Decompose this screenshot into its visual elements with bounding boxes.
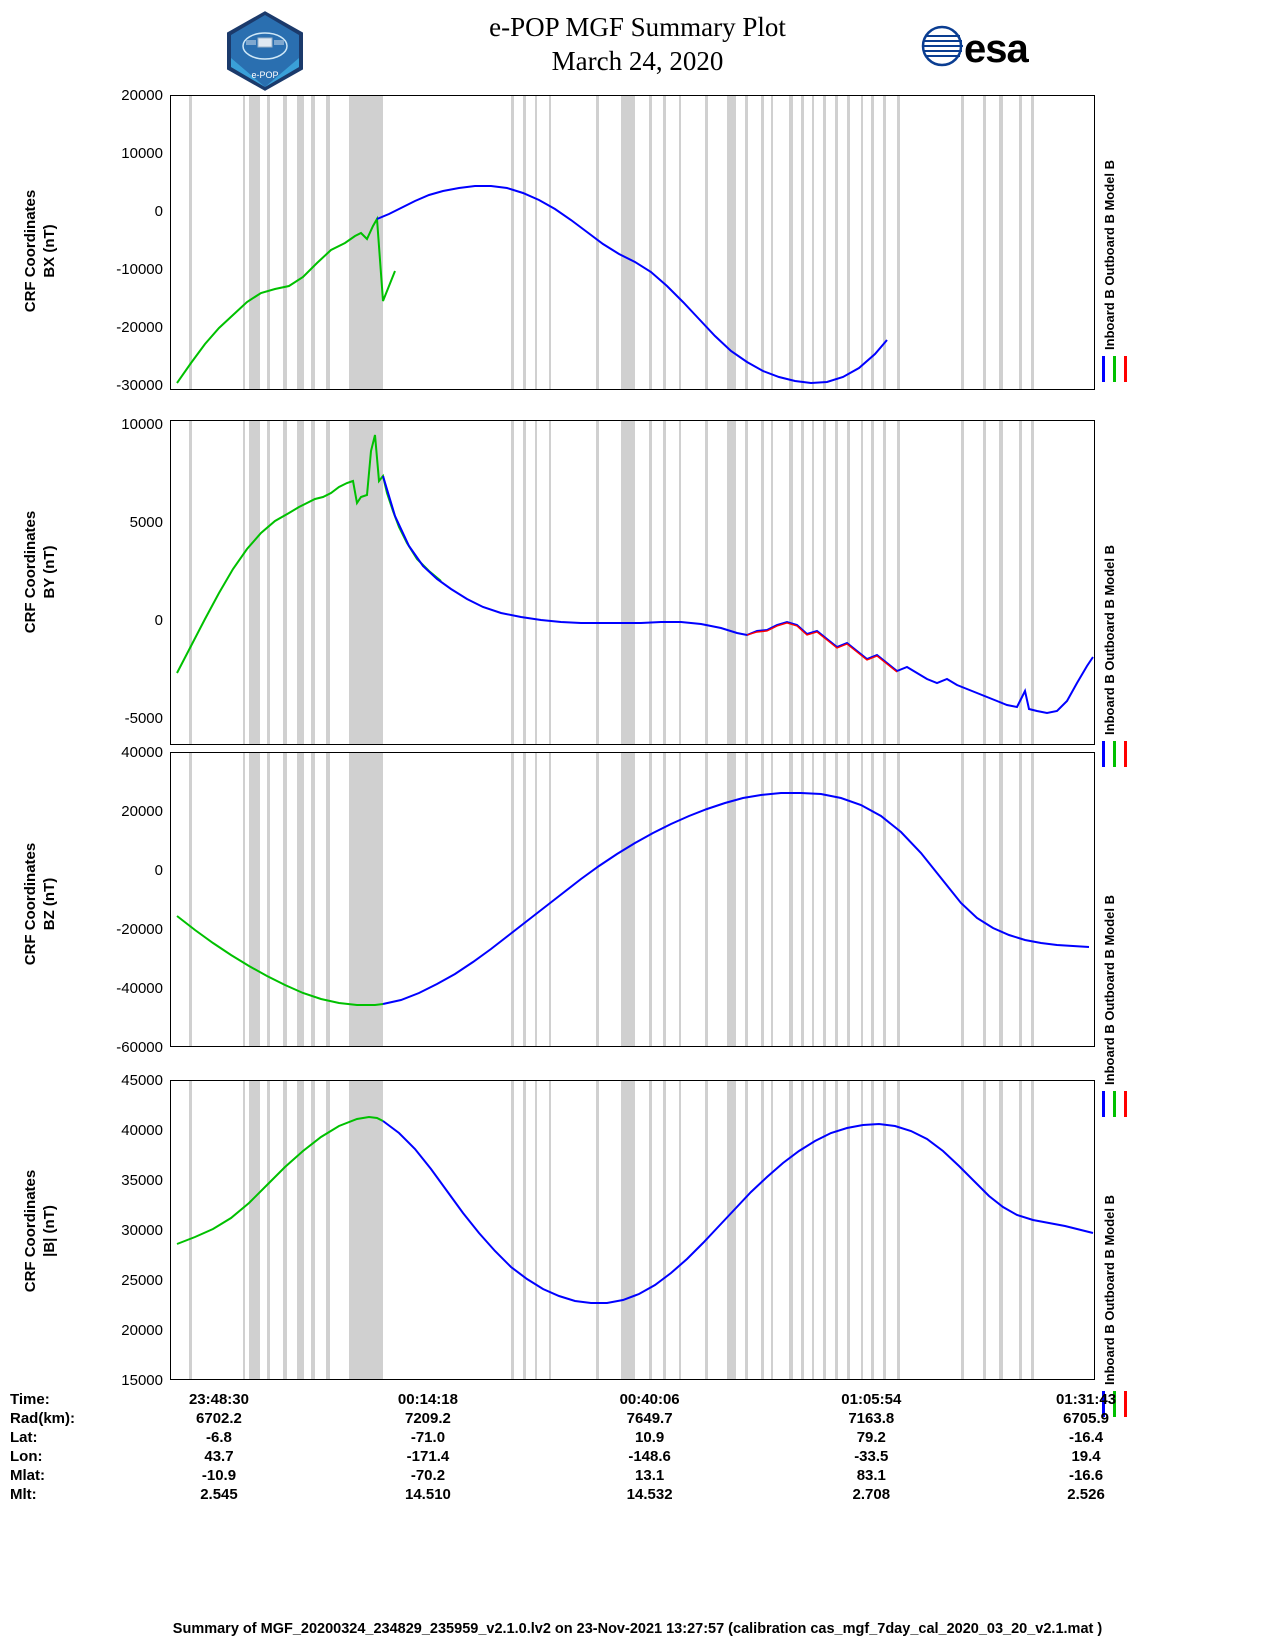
- panel2-legend-text: Inboard B Outboard B Model B: [1102, 545, 1117, 735]
- esa-wordmark: esa: [964, 27, 1028, 71]
- cell-mlat-3: 83.1: [856, 1467, 886, 1484]
- table-row: [10, 1447, 1190, 1466]
- panel3-ytick--20000: -20000: [116, 921, 163, 938]
- cell-lat-4: -16.4: [1068, 1429, 1104, 1446]
- ephemeris-table: [10, 1390, 1190, 1504]
- panel3-legend: [1102, 895, 1127, 1117]
- panel1-ytick--30000: -30000: [116, 377, 163, 394]
- cell-lat-0: -6.8: [206, 1429, 232, 1446]
- panel4-ytick-35000: 35000: [121, 1172, 163, 1189]
- table-row: [10, 1466, 1190, 1485]
- esa-logo: [920, 20, 1040, 72]
- panel4-ytick-40000: 40000: [121, 1122, 163, 1139]
- epop-mission-logo: [222, 8, 308, 94]
- panel1-ytick--10000: -10000: [116, 261, 163, 278]
- cell-lon-1: -171.4: [406, 1448, 450, 1465]
- panel1-ytick-20000: 20000: [121, 87, 163, 104]
- panel-by: [170, 420, 1095, 745]
- row-label-lat: Lat:: [10, 1429, 38, 1446]
- panel3-ylabel: CRF Coordinates BZ (nT): [22, 842, 58, 966]
- cell-rad-2: 7649.7: [626, 1410, 673, 1427]
- cell-lat-1: -71.0: [410, 1429, 446, 1446]
- title-subtitle: March 24, 2020: [551, 46, 724, 76]
- panel4-ylabel: CRF Coordinates |B| (nT): [22, 1169, 58, 1293]
- cell-mlt-1: 14.510: [405, 1486, 451, 1503]
- cell-time-3: 01:05:54: [841, 1391, 902, 1408]
- row-label-rad: Rad(km):: [10, 1410, 76, 1427]
- panel2-legend: [1102, 545, 1127, 767]
- cell-time-1: 00:14:18: [397, 1391, 458, 1408]
- cell-time-2: 00:40:06: [619, 1391, 680, 1408]
- panel4-ytick-15000: 15000: [121, 1372, 163, 1389]
- cell-mlt-4: 2.526: [1067, 1486, 1105, 1503]
- panel-bz: [170, 752, 1095, 1047]
- cell-mlt-3: 2.708: [852, 1486, 891, 1503]
- plot-caption: Summary of MGF_20200324_234829_235959_v2.1.0.lv2 on 23-Nov-2021 13:27:57 (calibration cas_mgf_7day_cal_2020_03_20_v2.1.mat ): [172, 1621, 1103, 1637]
- panel3-legend-text: Inboard B Outboard B Model B: [1102, 895, 1117, 1085]
- panel2-ylabel: CRF Coordinates BY (nT): [22, 510, 58, 634]
- cell-mlat-0: -10.9: [201, 1467, 237, 1484]
- table-row: [10, 1390, 1190, 1409]
- panel3-ytick--60000: -60000: [116, 1039, 163, 1056]
- title-main: e-POP MGF Summary Plot: [489, 12, 786, 42]
- panel1-ytick-10000: 10000: [121, 145, 163, 162]
- panel4-ytick-20000: 20000: [121, 1322, 163, 1339]
- page-title: [0, 10, 1275, 78]
- panel4-ytick-25000: 25000: [121, 1272, 163, 1289]
- panel2-legend-swatches: [1102, 741, 1127, 767]
- svg-text:e-POP: e-POP: [251, 70, 279, 80]
- cell-mlt-2: 14.532: [626, 1486, 673, 1503]
- panel1-ytick-0: 0: [154, 203, 163, 220]
- panel2-ytick--5000: -5000: [124, 710, 163, 727]
- panel1-legend-text: Inboard B Outboard B Model B: [1102, 160, 1117, 350]
- cell-rad-0: 6702.2: [196, 1410, 242, 1427]
- cell-lon-4: 19.4: [1071, 1448, 1101, 1465]
- table-row: [10, 1409, 1190, 1428]
- panel3-ytick-20000: 20000: [121, 803, 163, 820]
- cell-mlat-1: -70.2: [410, 1467, 446, 1484]
- panel3-legend-swatches: [1102, 1091, 1127, 1117]
- cell-lat-3: 79.2: [856, 1429, 886, 1446]
- row-label-mlt: Mlt:: [10, 1486, 37, 1503]
- cell-time-4: 01:31:43: [1056, 1391, 1117, 1408]
- panel4-ytick-30000: 30000: [121, 1222, 163, 1239]
- panel1-legend: [1102, 160, 1127, 382]
- cell-time-0: 23:48:30: [188, 1391, 249, 1408]
- cell-mlat-4: -16.6: [1068, 1467, 1104, 1484]
- panel3-ytick-0: 0: [154, 862, 163, 879]
- cell-lon-3: -33.5: [854, 1448, 889, 1465]
- cell-rad-1: 7209.2: [405, 1410, 451, 1427]
- panel3-ytick--40000: -40000: [116, 980, 163, 997]
- cell-rad-3: 7163.8: [848, 1410, 895, 1427]
- panel1-ytick--20000: -20000: [116, 319, 163, 336]
- table-row: [10, 1428, 1190, 1447]
- panel2-ytick-0: 0: [154, 612, 163, 629]
- panel3-ytick-40000: 40000: [121, 744, 163, 761]
- panel2-ytick-5000: 5000: [129, 514, 163, 531]
- cell-mlat-2: 13.1: [635, 1467, 665, 1484]
- row-label-lon: Lon:: [10, 1448, 43, 1465]
- cell-mlt-0: 2.545: [200, 1486, 238, 1503]
- panel2-ytick-10000: 10000: [121, 416, 163, 433]
- table-row: [10, 1485, 1190, 1504]
- panel1-ylabel: CRF Coordinates BX (nT): [22, 189, 58, 313]
- row-label-mlat: Mlat:: [10, 1467, 45, 1484]
- cell-lon-0: 43.7: [204, 1448, 234, 1465]
- row-label-time: Time:: [10, 1391, 50, 1408]
- cell-rad-4: 6705.9: [1063, 1410, 1109, 1427]
- panel1-legend-swatches: [1102, 356, 1127, 382]
- panel4-ytick-45000: 45000: [121, 1072, 163, 1089]
- panel-bmag: [170, 1080, 1095, 1380]
- cell-lat-2: 10.9: [635, 1429, 665, 1446]
- panel4-legend: [1102, 1195, 1127, 1417]
- panel-bx: [170, 95, 1095, 390]
- panel4-legend-text: Inboard B Outboard B Model B: [1102, 1195, 1117, 1385]
- cell-lon-2: -148.6: [628, 1448, 671, 1465]
